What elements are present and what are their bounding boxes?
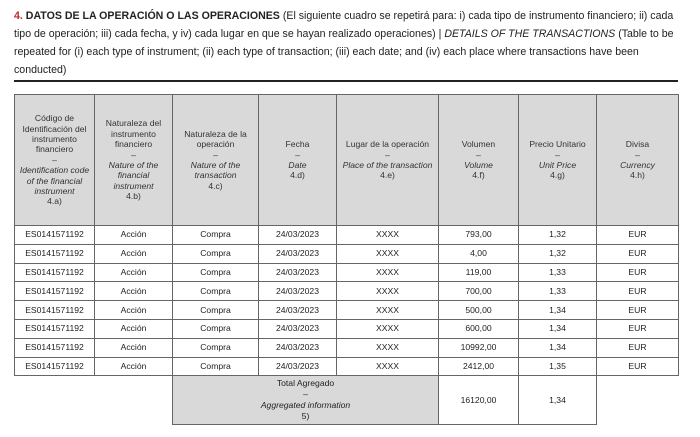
total-label-cell [173,376,439,425]
section-number: 4. [14,10,23,22]
table-row [15,357,679,376]
col-instrument-nature-cell: Acción [95,319,173,338]
section-title-es: DATOS DE LA OPERACIÓN O LAS OPERACIONES [25,10,280,22]
col-place-cell: XXXX [337,263,439,282]
section-rule [14,80,678,82]
col-transaction-nature-header [173,95,259,226]
col-unit-price-cell: 1,32 [519,226,597,245]
col-volume-cell: 2412,00 [439,357,519,376]
col-unit-price-cell: 1,32 [519,244,597,263]
col-volume-cell: 4,00 [439,244,519,263]
col-date-cell: 24/03/2023 [259,226,337,245]
total-en-label: Aggregated information [260,400,351,411]
header-es-label: Código de Identificación del instrumento financiero [22,113,87,155]
header-dash-label: – [52,154,57,165]
col-currency-cell: EUR [597,244,679,263]
header-dash-label: – [295,149,300,160]
header-en-label: Date [288,160,307,170]
col-instrument-nature-cell: Acción [95,357,173,376]
total-spacer-end [597,376,679,425]
col-currency-cell: EUR [597,226,679,245]
col-instrument-nature-cell: Acción [95,263,173,282]
col-transaction-nature-cell: Compra [173,282,259,301]
col-instrument-nature-header [95,95,173,226]
table-row [15,226,679,245]
transactions-table [14,94,679,425]
col-place-cell: XXXX [337,301,439,320]
col-transaction-nature-cell: Compra [173,338,259,357]
table-body [15,226,679,425]
col-unit-price-cell: 1,34 [519,301,597,320]
col-instrument-code-cell: ES0141571192 [15,226,95,245]
section-description-en: (Table to be repeated for (i) each type of instrument; (ii) each type of transaction; (iii) each date; and (iv) each place where transactions have been conducted) [14,28,674,76]
table-row [15,338,679,357]
col-place-cell: XXXX [337,319,439,338]
col-currency-cell: EUR [597,282,679,301]
col-transaction-nature-cell: Compra [173,226,259,245]
col-volume-cell: 119,00 [439,263,519,282]
total-code-label: 5) [301,411,310,422]
table-row [15,282,679,301]
col-unit-price-cell: 1,35 [519,357,597,376]
col-transaction-nature-cell: Compra [173,263,259,282]
col-currency-cell: EUR [597,319,679,338]
col-instrument-nature-cell: Acción [95,244,173,263]
col-currency-header [597,95,679,226]
col-volume-cell: 700,00 [439,282,519,301]
col-transaction-nature-cell: Compra [173,319,259,338]
col-date-cell: 24/03/2023 [259,263,337,282]
col-currency-cell: EUR [597,301,679,320]
total-es-label: Total Agregado [276,378,335,389]
col-instrument-code-cell: ES0141571192 [15,282,95,301]
col-transaction-nature-cell: Compra [173,301,259,320]
header-en-label: Currency [620,160,655,170]
header-code-label: 4.a) [47,196,62,207]
header-dash-label: – [635,149,640,160]
header-dash-label: – [213,149,218,160]
col-instrument-code-cell: ES0141571192 [15,319,95,338]
col-place-header [337,95,439,226]
header-en-label: Unit Price [538,160,577,170]
header-en-label: Nature of the transaction [190,160,241,181]
table-header-row [15,95,679,226]
header-code-label: 4.e) [380,170,395,181]
col-unit-price-cell: 1,33 [519,282,597,301]
header-code-label: 4.d) [290,170,305,181]
total-row [15,376,679,425]
section-description-es: (El siguiente cuadro se repetirá para: i) cada tipo de instrumento financiero; ii) cada tipo de operación; iii) cada fecha, y iv) cada lugar en que se hayan realizado operaciones) [14,10,674,40]
col-date-cell: 24/03/2023 [259,357,337,376]
header-es-label: Volumen [461,139,496,150]
total-spacer [15,376,173,425]
header-dash-label: – [131,149,136,160]
col-unit-price-cell: 1,34 [519,338,597,357]
col-instrument-code-cell: ES0141571192 [15,244,95,263]
header-es-label: Lugar de la operación [345,139,430,150]
col-instrument-nature-cell: Acción [95,301,173,320]
col-unit-price-cell: 1,34 [519,319,597,338]
header-es-label: Precio Unitario [529,139,586,150]
section-heading [14,7,686,79]
col-transaction-nature-cell: Compra [173,357,259,376]
col-instrument-nature-cell: Acción [95,226,173,245]
col-date-cell: 24/03/2023 [259,301,337,320]
col-place-cell: XXXX [337,357,439,376]
header-es-label: Naturaleza de la operación [184,128,247,150]
col-instrument-nature-cell: Acción [95,338,173,357]
header-en-label: Identification code of the financial instrument [19,165,90,197]
table-row [15,301,679,320]
header-es-label: Fecha [285,139,310,150]
col-date-cell: 24/03/2023 [259,282,337,301]
col-place-cell: XXXX [337,338,439,357]
col-place-cell: XXXX [337,244,439,263]
col-instrument-code-cell: ES0141571192 [15,338,95,357]
col-instrument-code-cell: ES0141571192 [15,357,95,376]
col-unit-price-cell: 1,33 [519,263,597,282]
col-instrument-code-cell: ES0141571192 [15,301,95,320]
section-title-en: DETAILS OF THE TRANSACTIONS [444,28,616,40]
total-price-cell: 1,34 [519,376,597,425]
table-row [15,244,679,263]
header-code-label: 4.b) [126,191,141,202]
col-instrument-nature-cell: Acción [95,282,173,301]
total-dash-label: – [303,389,308,400]
col-volume-cell: 600,00 [439,319,519,338]
col-volume-cell: 10992,00 [439,338,519,357]
header-es-label: Naturaleza del instrumento financiero [105,118,162,150]
header-code-label: 4.f) [472,170,485,181]
header-en-label: Place of the transaction [342,160,433,170]
header-en-label: Volume [464,160,493,170]
col-date-cell: 24/03/2023 [259,338,337,357]
header-code-label: 4.g) [550,170,565,181]
col-currency-cell: EUR [597,338,679,357]
col-place-cell: XXXX [337,282,439,301]
col-volume-cell: 500,00 [439,301,519,320]
col-date-header [259,95,337,226]
col-transaction-nature-cell: Compra [173,244,259,263]
col-instrument-code-header [15,95,95,226]
col-currency-cell: EUR [597,357,679,376]
col-volume-header [439,95,519,226]
header-dash-label: – [476,149,481,160]
header-code-label: 4.h) [630,170,645,181]
header-es-label: Divisa [625,139,650,150]
header-dash-label: – [555,149,560,160]
col-place-cell: XXXX [337,226,439,245]
table-row [15,263,679,282]
total-volume-cell: 16120,00 [439,376,519,425]
col-date-cell: 24/03/2023 [259,244,337,263]
section-separator: | [438,28,442,40]
header-dash-label: – [385,149,390,160]
col-date-cell: 24/03/2023 [259,319,337,338]
table-row [15,319,679,338]
col-unit-price-header [519,95,597,226]
header-code-label: 4.c) [208,180,223,191]
col-currency-cell: EUR [597,263,679,282]
header-en-label: Nature of the financial instrument [108,160,159,191]
col-volume-cell: 793,00 [439,226,519,245]
col-instrument-code-cell: ES0141571192 [15,263,95,282]
